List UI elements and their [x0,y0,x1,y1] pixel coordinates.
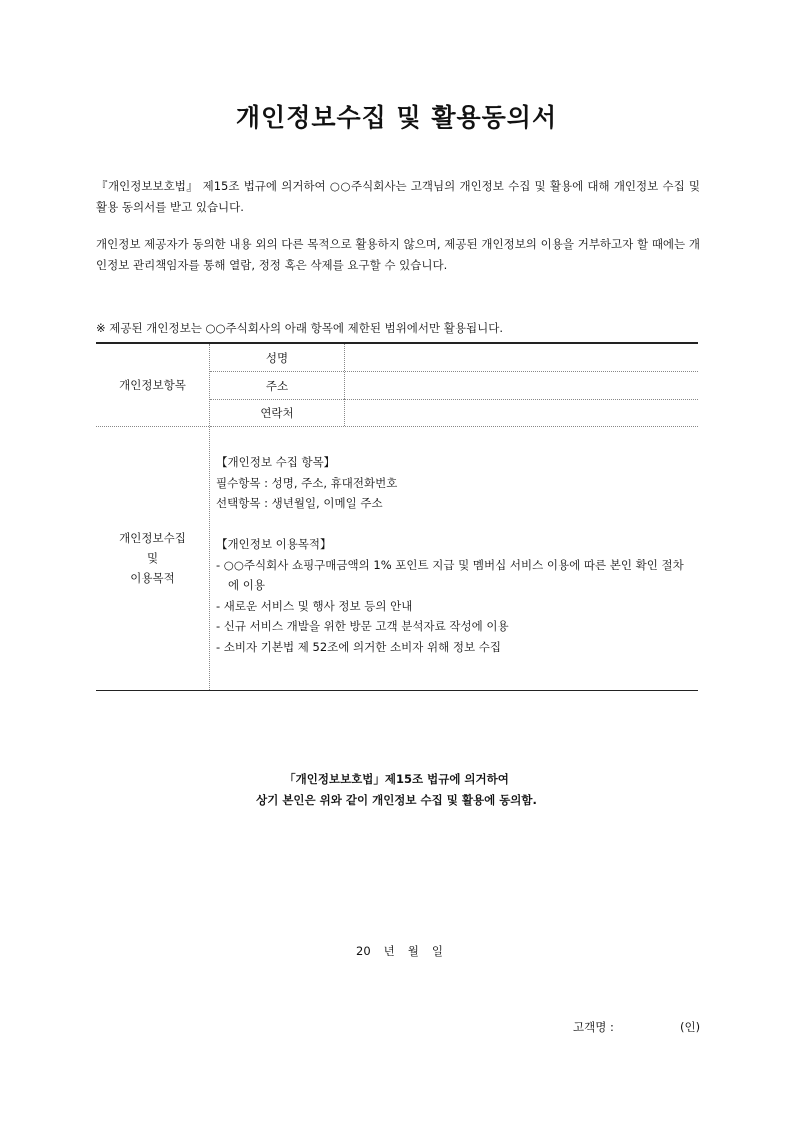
field-label-address: 주소 [210,372,345,399]
section-label-line: 개인정보수집 [119,531,186,545]
section-label-personal-info: 개인정보항목 [119,378,186,392]
name-field[interactable] [345,344,698,371]
date-year[interactable]: 20 [356,944,371,958]
field-label-contact: 연락처 [210,399,345,426]
collect-items-heading: 【개인정보 수집 항목】 [216,455,336,469]
document-title: 개인정보수집 및 활용동의서 [235,103,558,132]
consent-form-table [96,342,698,691]
agreement-line-1: 「개인정보보호법」제15조 법규에 의거하여 [284,772,509,786]
scope-note: ※ 제공된 개인정보는 ○○주식회사의 아래 항목에 제한된 범위에서만 활용됩니다. [96,321,503,335]
section-label-line: 및 [146,551,159,565]
purpose-item: - ○○주식회사 쇼핑구매금액의 1% 포인트 지급 및 멤버십 서비스 이용에 따른 본인 확인 절차에 이용 [216,557,684,592]
intro-paragraph: 『개인정보보호법』 제15조 법규에 의거하여 ○○주식회사는 고객님의 개인정보 수집 및 활용에 대해 개인정보 수집 및 활용 동의서를 받고 있습니다. [96,179,700,214]
purpose-item: - 소비자 기본법 제 52조에 의거한 소비자 위해 정보 수집 [216,639,501,654]
address-field[interactable] [345,372,698,399]
row-divider [210,426,698,427]
contact-field[interactable] [345,399,698,426]
section-label-line: 이용목적 [130,571,175,585]
refusal-notice-paragraph: 개인정보 제공자가 동의한 내용 외의 다른 목적으로 활용하지 않으며, 제공된 개인정보의 이용을 거부하고자 할 때에는 개인정보 관리책임자를 통해 열람, 정정 혹은 삭제를 요구할 수 있습니다. [96,237,700,272]
purpose-heading: 【개인정보 이용목적】 [216,537,332,551]
seal-mark[interactable]: (인) [680,1020,701,1034]
agreement-line-2: 상기 본인은 위와 같이 개인정보 수집 및 활용에 동의함. [256,793,537,807]
date-line [356,943,456,959]
section-label-purpose [96,426,209,690]
field-row-name [210,344,698,372]
field-label-name: 성명 [210,344,345,371]
purpose-content [216,452,694,657]
customer-name-label: 고객명 : [573,1020,614,1034]
date-day-unit: 일 [431,944,443,958]
optional-items: 선택항목 : 생년월일, 이메일 주소 [216,496,383,510]
field-row-contact [210,399,698,426]
purpose-item: - 새로운 서비스 및 행사 정보 등의 안내 [216,598,413,613]
required-items: 필수항목 : 성명, 주소, 휴대전화번호 [216,475,398,490]
field-row-address [210,372,698,400]
date-year-unit: 년 [383,944,395,958]
date-month-unit: 월 [407,944,419,958]
purpose-item: - 신규 서비스 개발을 위한 방문 고객 분석자료 작성에 이용 [216,619,509,633]
